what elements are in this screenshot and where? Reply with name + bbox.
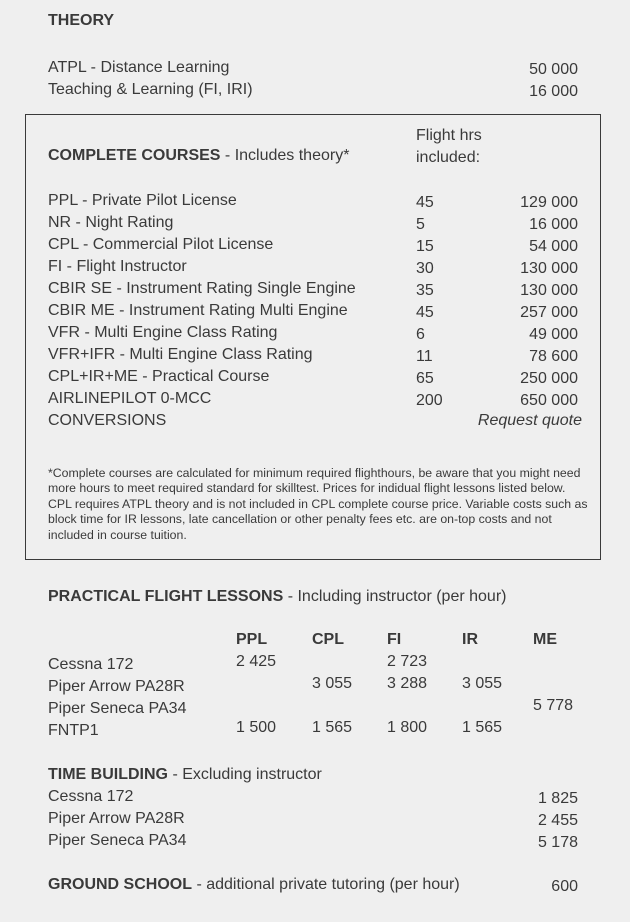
course-name: AIRLINEPILOT 0-MCC bbox=[48, 390, 212, 407]
time-building-aircraft: Cessna 172 bbox=[48, 788, 134, 805]
column-header-fi: FI bbox=[387, 631, 402, 648]
aircraft-name: Piper Seneca PA34 bbox=[48, 700, 187, 717]
complete-courses-subheading: - Includes theory* bbox=[220, 147, 350, 164]
complete-courses-title bbox=[48, 147, 349, 165]
time-building-heading: TIME BUILDING bbox=[48, 766, 168, 783]
rate-fi: 2 723 bbox=[387, 653, 428, 670]
time-building-price: 2 455 bbox=[537, 812, 578, 829]
rate-cpl: 3 055 bbox=[312, 675, 353, 692]
course-hrs: 200 bbox=[416, 392, 443, 409]
course-name: CPL+IR+ME - Practical Course bbox=[48, 368, 270, 385]
complete-courses-note-text: *Complete courses are calculated for minimum required flighthours, be aware that you might need more hours to meet required standard for skilltest. Prices for indidual flight lessons listed below. CPL requires ATPL theory and is not included in CPL complete course price. Variable costs such as block time for IR lessons, late cancellation or other penalty fees etc. are on-top costs and not included in course tuition. bbox=[48, 466, 588, 542]
column-header-ir: IR bbox=[462, 631, 478, 648]
practical-title bbox=[48, 588, 506, 606]
course-name: NR - Night Rating bbox=[48, 214, 174, 231]
course-name: FI - Flight Instructor bbox=[48, 258, 187, 275]
ground-school-heading: GROUND SCHOOL bbox=[48, 876, 192, 893]
course-price: 49 000 bbox=[529, 326, 578, 343]
time-building-title bbox=[48, 766, 322, 784]
rate-ppl: 2 425 bbox=[236, 653, 277, 670]
column-header-cpl: CPL bbox=[312, 631, 344, 648]
theory-item-name: ATPL - Distance Learning bbox=[48, 59, 230, 76]
column-header-ppl: PPL bbox=[236, 631, 268, 648]
course-hrs: 15 bbox=[416, 238, 434, 255]
flight-hrs-label-2: included: bbox=[416, 149, 481, 166]
time-building-price: 5 178 bbox=[537, 834, 578, 851]
time-building-aircraft: Piper Seneca PA34 bbox=[48, 832, 187, 849]
column-header-me: ME bbox=[533, 631, 557, 648]
course-name: CPL - Commercial Pilot License bbox=[48, 236, 274, 253]
rate-fi: 1 800 bbox=[387, 719, 428, 736]
time-building-aircraft: Piper Arrow PA28R bbox=[48, 810, 185, 827]
complete-courses-note bbox=[48, 466, 588, 543]
course-price: 257 000 bbox=[520, 304, 578, 321]
rate-ppl: 1 500 bbox=[236, 719, 277, 736]
theory-item-name: Teaching & Learning (FI, IRI) bbox=[48, 81, 253, 98]
course-hrs: 5 bbox=[416, 216, 425, 233]
course-name: VFR - Multi Engine Class Rating bbox=[48, 324, 278, 341]
course-name: CBIR ME - Instrument Rating Multi Engine bbox=[48, 302, 348, 319]
course-price: 650 000 bbox=[520, 392, 578, 409]
course-name: CBIR SE - Instrument Rating Single Engine bbox=[48, 280, 356, 297]
course-price: Request quote bbox=[477, 412, 582, 429]
course-price: 78 600 bbox=[529, 348, 578, 365]
course-hrs: 30 bbox=[416, 260, 434, 277]
practical-heading: PRACTICAL FLIGHT LESSONS bbox=[48, 588, 284, 605]
course-price: 130 000 bbox=[520, 282, 578, 299]
course-price: 250 000 bbox=[520, 370, 578, 387]
aircraft-name: Cessna 172 bbox=[48, 656, 134, 673]
theory-item-price: 16 000 bbox=[529, 83, 578, 100]
course-price: 16 000 bbox=[529, 216, 578, 233]
course-price: 130 000 bbox=[520, 260, 578, 277]
flight-hrs-label: Flight hrs bbox=[416, 127, 482, 144]
theory-heading: THEORY bbox=[48, 12, 115, 29]
course-hrs: 65 bbox=[416, 370, 434, 387]
course-hrs: 45 bbox=[416, 194, 434, 211]
rate-ir: 3 055 bbox=[462, 675, 503, 692]
course-name: PPL - Private Pilot License bbox=[48, 192, 237, 209]
practical-subheading: - Including instructor (per hour) bbox=[283, 588, 507, 605]
aircraft-name: FNTP1 bbox=[48, 722, 99, 739]
course-hrs: 45 bbox=[416, 304, 434, 321]
theory-item-price: 50 000 bbox=[529, 61, 578, 78]
course-name: VFR+IFR - Multi Engine Class Rating bbox=[48, 346, 313, 363]
course-price: 129 000 bbox=[520, 194, 578, 211]
rate-cpl: 1 565 bbox=[312, 719, 353, 736]
rate-ir: 1 565 bbox=[462, 719, 503, 736]
course-hrs: 6 bbox=[416, 326, 425, 343]
rate-fi: 3 288 bbox=[387, 675, 428, 692]
aircraft-name: Piper Arrow PA28R bbox=[48, 678, 185, 695]
complete-courses-heading: COMPLETE COURSES bbox=[48, 147, 221, 164]
ground-school-title bbox=[48, 876, 460, 894]
time-building-price: 1 825 bbox=[537, 790, 578, 807]
course-hrs: 11 bbox=[416, 348, 433, 365]
course-name: CONVERSIONS bbox=[48, 412, 167, 429]
rate-me: 5 778 bbox=[533, 697, 574, 714]
course-price: 54 000 bbox=[529, 238, 578, 255]
course-hrs: 35 bbox=[416, 282, 434, 299]
time-building-subheading: - Excluding instructor bbox=[168, 766, 322, 783]
ground-school-price: 600 bbox=[551, 878, 578, 895]
ground-school-subheading: - additional private tutoring (per hour) bbox=[192, 876, 460, 893]
